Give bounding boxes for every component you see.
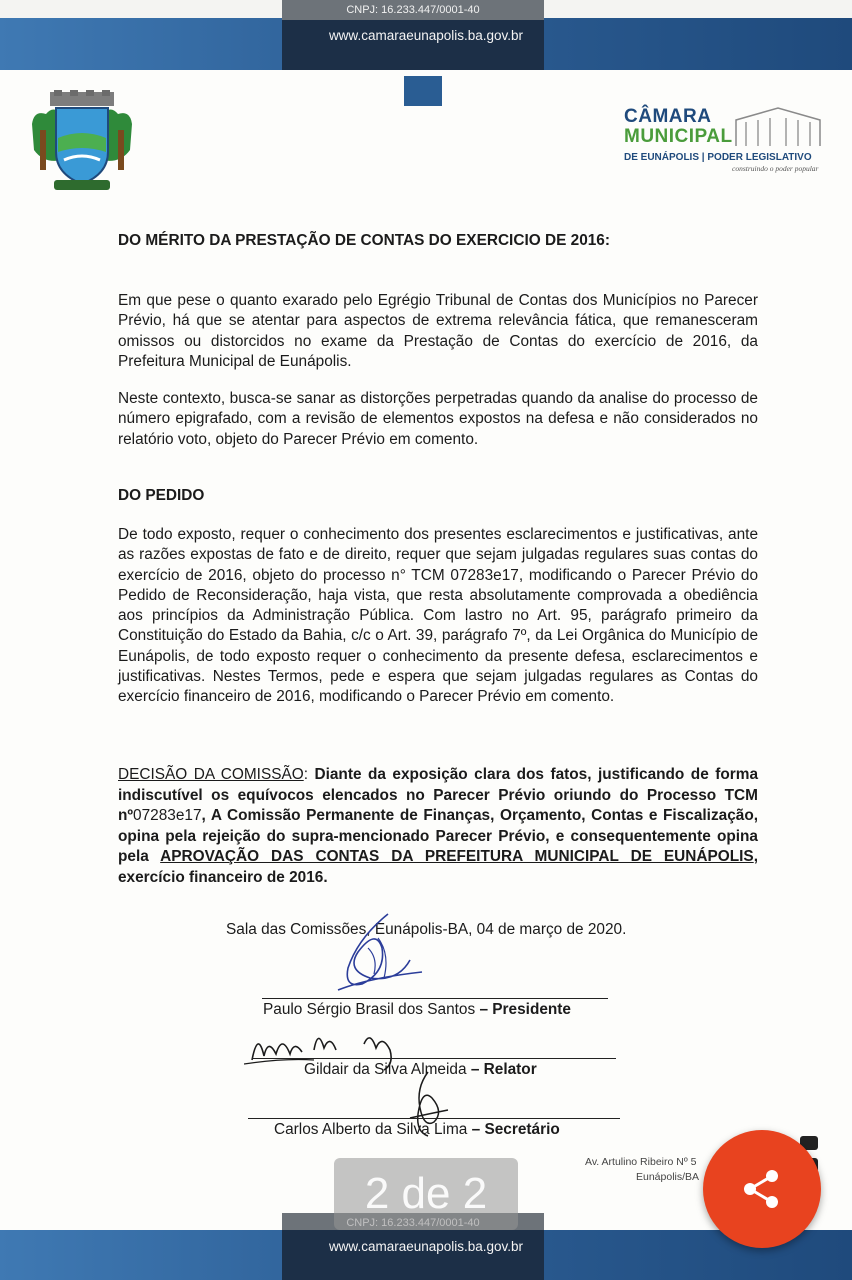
camara-logo (620, 106, 830, 176)
header-plate (282, 18, 544, 70)
share-icon (740, 1167, 784, 1211)
signature-presidente-icon (318, 908, 428, 1004)
heading-merito: DO MÉRITO DA PRESTAÇÃO DE CONTAS DO EXERCICIO DE 2016: (118, 232, 610, 249)
signatory-secretario-role: Secretário (484, 1121, 560, 1138)
signature-line-relator (252, 1058, 616, 1059)
header-website: www.camaraeunapolis.ba.gov.br (328, 28, 524, 43)
place-date: Sala das Comissões, Eunápolis-BA, 04 de março de 2020. (226, 921, 627, 938)
logo-camara-text: CÂMARA (624, 106, 712, 127)
signatory-relator-name: Gildair da Silva Almeida (304, 1061, 467, 1078)
signatory-relator: Gildair da Silva Almeida – Relator (304, 1061, 537, 1078)
header-accent-square (404, 76, 442, 106)
municipal-crest-icon (24, 90, 140, 196)
decisao-text-b: , A Comissão Permanente de Finanças, Orçamento, Contas e Fiscalização, opina pela rejeição do supra-mencionado Parecer Prévio, e consequentemente opina pela (118, 807, 758, 865)
header-band (0, 18, 852, 70)
signatory-relator-role: Relator (483, 1061, 537, 1078)
paragraph-1: Em que pese o quanto exarado pelo Egrégio Tribunal de Contas dos Municípios no Parecer Prévio, há que se atentar para aspectos de extrema relevância fática, que remanesceram omissos ou distorcidos no exame da Prestação de Contas do exercício de 2016, da Prefeitura Municipal de Eunápolis. (118, 292, 758, 370)
building-icon (732, 106, 824, 148)
page-indicator: 2 de 2 (334, 1158, 518, 1230)
address-line-2: Eunápolis/BA (636, 1171, 700, 1183)
signatory-secretario: Carlos Alberto da Silva Lima – Secretário (274, 1121, 560, 1138)
signature-line-secretario (248, 1118, 620, 1119)
address-line-1: Av. Artulino Ribeiro Nº 5 (585, 1156, 697, 1168)
decisao-paragraph: DECISÃO DA COMISSÃO: Diante da exposição clara dos fatos, justificando de forma indiscutível os equívocos elencados no Parecer Prévio oriundo do Processo TCM nº07283e17, A Comissão Permanente de Finanças, Orçamento, Contas e Fiscalização, opina pela rejeição do supra-mencionado Parecer Prévio, e consequentemente opina pela APROVAÇÃO DAS CONTAS DA PREFEITURA MUNICIPAL DE EUNÁPOLIS, exercício financeiro de 2016. (118, 766, 759, 886)
decisao-label: DECISÃO DA COMISSÃO (118, 766, 304, 783)
logo-tagline: construindo o poder popular (732, 164, 819, 173)
paragraph-2: Neste contexto, busca-se sanar as distorções perpetradas quando da analise do processo de número epigrafado, com a revisão de elementos expostos na defesa e não considerados no relatório voto, objeto do Parecer Prévio em comento. (118, 390, 758, 448)
decisao-text-a: Diante da exposição clara dos fatos, justificando de forma indiscutível os equívocos elencados no Parecer Prévio oriundo do Processo TCM nº (118, 766, 759, 824)
decisao-text-c: , exercício financeiro de 2016. (118, 848, 758, 886)
footer-website: www.camaraeunapolis.ba.gov.br (328, 1239, 524, 1254)
decisao-aprovacao: APROVAÇÃO DAS CONTAS DA PREFEITURA MUNICIPAL DE EUNÁPOLIS (160, 848, 754, 865)
footer-band (0, 1230, 852, 1280)
logo-subtitle: DE EUNÁPOLIS | PODER LEGISLATIVO (624, 152, 812, 163)
signatory-presidente-role: Presidente (492, 1001, 571, 1018)
signatory-secretario-name: Carlos Alberto da Silva Lima (274, 1121, 468, 1138)
share-button[interactable] (703, 1130, 821, 1248)
signatory-presidente-name: Paulo Sérgio Brasil dos Santos (263, 1001, 476, 1018)
footer-plate (282, 1230, 544, 1280)
signature-line-presidente (262, 998, 608, 999)
signatory-presidente: Paulo Sérgio Brasil dos Santos – Presidente (263, 1001, 571, 1018)
logo-municipal-text: MUNICIPAL (624, 126, 733, 147)
heading-pedido: DO PEDIDO (118, 487, 205, 504)
decisao-process-number: 07283e17 (133, 807, 202, 824)
header-cnpj: CNPJ: 16.233.447/0001-40 (282, 0, 544, 20)
paragraph-3: De todo exposto, requer o conhecimento dos presentes esclarecimentos e justificativas, ante as razões expostas de fato e de direito, requer que sejam julgadas regulares suas contas do exercício de 2016, objeto do processo n° TCM 07283e17, modificando o Parecer Prévio do Pedido de Reconsideração, haja vista, que resta absolutamente comprovada a obediência aos princípios da Administração Pública. Com lastro no Art. 95, parágrafo primeiro da Constituição do Estado da Bahia, c/c o Art. 39, parágrafo 7º, da Lei Orgânica do Município de Eunápolis, de todo exposto requer o conhecimento da presente defesa, esclarecimentos e justificativas. Nestes Termos, pede e espera que sejam julgadas regulares as Contas do exercício financeiro de 2016, modificando o Parecer Prévio em comento. (118, 526, 758, 706)
